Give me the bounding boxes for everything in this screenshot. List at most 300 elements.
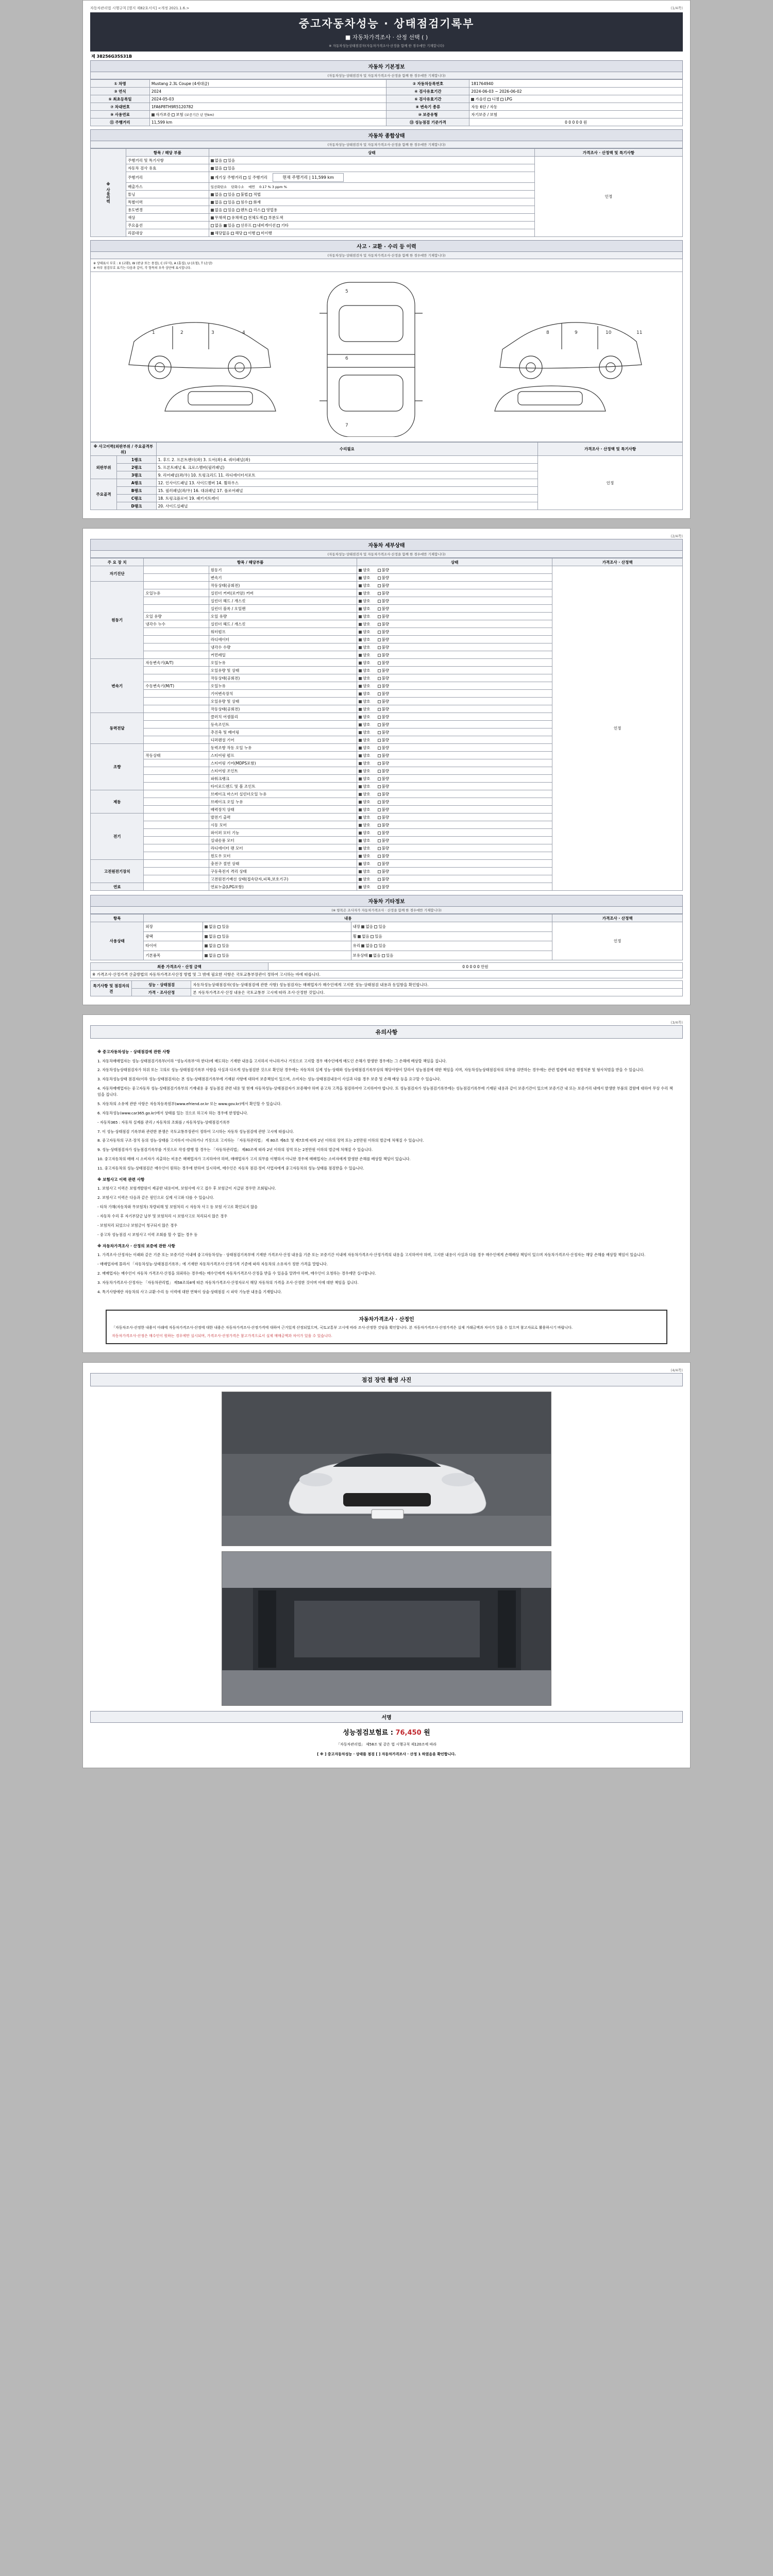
detail-opt-good-1-3[interactable]: 양호 — [359, 606, 371, 611]
basic-value-7: 1FA6P8TH9R5120782 — [149, 103, 386, 111]
overall-col-price: 가격조사 · 산정액 및 특기사항 — [534, 149, 682, 157]
tuning-opt-0[interactable]: 없음 — [211, 192, 223, 197]
detail-opt-good-2-2[interactable]: 양호 — [359, 676, 371, 681]
special-sub-0[interactable]: 침수 — [237, 200, 248, 205]
detail-opt-good-2-1[interactable]: 양호 — [359, 668, 371, 673]
table-header-row — [91, 914, 683, 922]
detail-item-2-1: 오일유량 및 상태 — [209, 667, 357, 674]
detail-state-1-0 — [357, 582, 552, 589]
warranty-option-1[interactable]: 보험 — [172, 112, 183, 117]
table-row — [91, 157, 683, 164]
etc-opt-2-0[interactable]: 없음 — [205, 943, 216, 948]
notice-item: 9. 성능·상태점검자가 성능점검기록부를 거짓으로 작성·발행 할 경우는 「자동차관리법」 제80조에 따라 2년 이하의 징역 또는 2천만원 이하의 벌금에 처해질 수 있습니다. — [97, 1147, 373, 1153]
detail-opt-bad-7-2[interactable]: 불량 — [378, 877, 390, 882]
etc-opt-3-0[interactable]: 없음 — [205, 953, 216, 958]
overall-opt-1-1[interactable]: 있음 — [224, 166, 236, 171]
detail-opt-good-2-6[interactable]: 양호 — [359, 707, 371, 711]
form-legal-note: 자동차관리법 시행규칙 [별지 제82호서식] <개정 2021.1.6.> — [90, 6, 190, 10]
detail-opt-good-4-3[interactable]: 양호 — [359, 769, 371, 773]
overall-row-state-5 — [209, 198, 534, 206]
detail-opt-good-5-2[interactable]: 양호 — [359, 807, 371, 812]
rank-text-2: 9. 리어패널(좌/우) 10. 트렁크리드 11. 라디에이터서포트 — [156, 471, 537, 479]
detail-group-6: 전기 — [91, 814, 144, 860]
rank-text-3: 12. 인사이드패널 13. 사이드멤버 14. 휠하우스 — [156, 479, 537, 487]
basic-value-4: 2024-06-03 ~ 2026-06-02 — [469, 88, 683, 95]
detail-opt-bad-2-2[interactable]: 불량 — [378, 676, 390, 681]
basic-value-10: 자기보증 / 보험 — [469, 111, 683, 118]
etc-opt-1-0[interactable]: 없음 — [205, 934, 216, 939]
usechange-sub-1[interactable]: 리스 — [249, 208, 261, 212]
svg-text:8: 8 — [546, 330, 549, 335]
overall-state-subtitle: (자동차성능·상태점검자 및 자동차가격조사·산정을 함께 한 경우에만 기재합니다) — [90, 141, 683, 148]
detail-opt-bad-6-0[interactable]: 불량 — [378, 815, 390, 820]
document-number-value: 38256G35S31B — [96, 54, 132, 59]
etc-opt2-0-0[interactable]: 없음 — [361, 924, 373, 929]
detail-opt-bad-2-5[interactable]: 불량 — [378, 699, 390, 704]
detail-state-6-4 — [357, 844, 552, 852]
detail-opt-bad-4-1[interactable]: 불량 — [378, 753, 390, 758]
detail-opt-good-1-8[interactable]: 양호 — [359, 645, 371, 650]
detail-opt-good-3-2[interactable]: 양호 — [359, 730, 371, 735]
detail-opt-good-6-1[interactable]: 양호 — [359, 823, 371, 827]
notice-item: 2. 자동차성능상태점검자가 허위 또는 고의로 성능·상태점검기록부 사항을 사실과 다르게 성능점검한 것으로 확인된 경우에는 자동차의 실제 성능·상태와 성능상태점검기록부상의 해당사항이 달라서 성능점검에 대한 책임을 지며, 자동차성능상태점검자의 의무를 위반하는 경우에는 관련 법령에 따른 행정처분 및 형사처벌을 받을 수 있습니다. — [97, 1067, 645, 1073]
etc-state2-3 — [351, 951, 552, 960]
signer-table — [90, 980, 683, 996]
etc-price-cell — [552, 922, 683, 960]
detail-opt-good-4-2[interactable]: 양호 — [359, 761, 371, 766]
usechange-sub-2[interactable]: 영업용 — [262, 208, 277, 212]
detail-opt-good-4-0[interactable]: 양호 — [359, 745, 371, 750]
overall-opt-2-0[interactable]: 계기상 주행거리 — [211, 175, 242, 180]
detail-group-1: 원동기 — [91, 582, 144, 659]
detail-opt-good-7-1[interactable]: 양호 — [359, 869, 371, 874]
detail-opt-good-1-0[interactable]: 양호 — [359, 583, 371, 588]
detail-item-6-4: 라디에이터 팬 모터 — [209, 844, 357, 852]
warranty-option-0[interactable]: 자가보증 — [152, 112, 171, 117]
detail-opt-good-0-1[interactable]: 양호 — [359, 575, 371, 580]
etc-subtitle: (※ 항목은 조사자가 자동차가격조사 · 산정을 함께 한 경우에만 기재합니다) — [90, 907, 683, 914]
detail-opt-good-8-0[interactable]: 양호 — [359, 885, 371, 889]
detail-sub-6-5 — [144, 852, 209, 860]
rank-text-4: 15. 필러패널(좌/우) 16. 대쉬패널 17. 플로어패널 — [156, 487, 537, 495]
etc-opt-0-0[interactable]: 없음 — [205, 924, 216, 929]
detail-opt-good-4-1[interactable]: 양호 — [359, 753, 371, 758]
table-header-row — [91, 149, 683, 157]
detail-item-5-1: 브레이크 오일 누유 — [209, 798, 357, 806]
etc-group-label: 사용상태 — [91, 922, 144, 960]
svg-text:3: 3 — [211, 330, 214, 335]
detail-state-1-6 — [357, 628, 552, 636]
detail-opt-good-5-1[interactable]: 양호 — [359, 800, 371, 804]
detail-item-3-3: 디퍼렌셜 기어 — [209, 736, 357, 744]
detail-item-1-5: 실린더 헤드 / 개스킷 — [209, 620, 357, 628]
option-opt-0[interactable]: 없음 — [211, 223, 223, 228]
option-sub-2[interactable]: 기타 — [277, 223, 289, 228]
detail-state-2-2 — [357, 674, 552, 682]
detail-opt-bad-4-4[interactable]: 불량 — [378, 776, 390, 781]
tuning-sub-0[interactable]: 불법 — [237, 192, 248, 197]
detail-state-1-1 — [357, 589, 552, 597]
page-2 — [82, 528, 691, 1005]
accident-price-cell — [538, 456, 683, 510]
detail-opt-bad-1-4[interactable]: 불량 — [378, 614, 390, 619]
detail-item-8-0: 연료누출(LPG포함) — [209, 883, 357, 891]
detail-item-1-3: 실린더 블록 / 오일팬 — [209, 605, 357, 613]
detail-state-5-0 — [357, 790, 552, 798]
etc-name2-1: 휠 — [352, 934, 357, 939]
detail-opt-good-2-5[interactable]: 양호 — [359, 699, 371, 704]
detail-opt-good-7-2[interactable]: 양호 — [359, 877, 371, 882]
recall-sub-0[interactable]: 이행 — [244, 231, 256, 235]
detail-opt-good-2-0[interactable]: 양호 — [359, 660, 371, 665]
etc-head-1: 내용 — [144, 914, 552, 922]
detail-state-1-4 — [357, 613, 552, 620]
etc-state-2 — [203, 941, 351, 951]
overall-opt-1-0[interactable]: 없음 — [211, 166, 223, 171]
rank-label-3: A랭크 — [117, 479, 157, 487]
detail-opt-bad-2-0[interactable]: 불량 — [378, 660, 390, 665]
detail-item-2-5: 오일유량 및 상태 — [209, 698, 357, 705]
color-opt-0[interactable]: 무채색 — [211, 215, 226, 220]
detail-opt-bad-1-3[interactable]: 불량 — [378, 606, 390, 611]
option-opt-1[interactable]: 있음 — [224, 223, 236, 228]
detail-sub-1-0 — [144, 582, 209, 589]
detail-sub-0-0 — [144, 566, 209, 574]
mileage-value: 현재 주행거리 | 11,599 km — [273, 173, 344, 182]
detail-sub-6-4 — [144, 844, 209, 852]
detail-opt-good-1-6[interactable]: 양호 — [359, 630, 371, 634]
notice-item: - 자동차 수리 후 자기부담금 납부 및 보험처리 시 보험사고로 처리되지 않은 경우 — [97, 1214, 228, 1219]
recall-opt-1[interactable]: 해당 — [231, 231, 243, 235]
svg-text:9: 9 — [575, 330, 578, 335]
detail-state-6-3 — [357, 837, 552, 844]
detail-item-3-1: 등속조인트 — [209, 721, 357, 728]
overall-row-name-5: 특별이력 — [126, 198, 209, 206]
detail-opt-bad-8-0[interactable]: 불량 — [378, 885, 390, 889]
detail-sub-3-0 — [144, 713, 209, 721]
etc-opt2-3-1[interactable]: 있음 — [382, 953, 394, 958]
detail-price-cell: 인정 — [552, 566, 683, 891]
detail-opt-good-3-0[interactable]: 양호 — [359, 715, 371, 719]
option-sub-1[interactable]: 내비게이션 — [253, 223, 276, 228]
front-view-photo — [222, 1392, 551, 1546]
detail-item-2-4: 기어변속장치 — [209, 690, 357, 698]
option-sub-0[interactable]: 선루프 — [237, 223, 252, 228]
emission-co-label: 일산화탄소 — [210, 184, 227, 189]
etc-opt2-3-0[interactable]: 없음 — [369, 953, 381, 958]
detail-item-3-2: 추진축 및 베어링 — [209, 728, 357, 736]
detail-opt-good-3-3[interactable]: 양호 — [359, 738, 371, 742]
svg-text:1: 1 — [152, 330, 155, 335]
signer-val-0: 자동차성능상태점검자(성능·상태점검에 관한 사항) 성능점검자는 매매업자가 매수인에게 고지한 성능·상태점검 내용과 동일함을 확인합니다. — [191, 981, 683, 989]
basic-value-5: 2024-05-03 — [149, 95, 386, 103]
notice-item: 1. 보험사고 이력은 보험개발원이 제공한 내용이며, 보험사에 사고 접수 후 보험금이 지급된 경우만 조회됩니다. — [97, 1186, 276, 1191]
insurance-price-value: 76,450 — [395, 1728, 422, 1737]
detail-opt-good-6-3[interactable]: 양호 — [359, 838, 371, 843]
detail-opt-good-1-9[interactable]: 양호 — [359, 653, 371, 657]
detail-opt-bad-6-1[interactable]: 불량 — [378, 823, 390, 827]
basic-label-4: ④ 검사유효기간 — [386, 88, 469, 95]
overall-row-state-9 — [209, 229, 534, 237]
etc-state-0 — [203, 922, 351, 932]
final-price-value: 0 0 0 0 0 만원 — [268, 963, 682, 971]
color-sub-1[interactable]: 부분도색 — [264, 215, 283, 220]
detail-opt-good-7-0[interactable]: 양호 — [359, 861, 371, 866]
detail-state-1-7 — [357, 636, 552, 643]
detail-opt-bad-3-0[interactable]: 불량 — [378, 715, 390, 719]
detail-state-4-3 — [357, 767, 552, 775]
insurance-price-label: 성능점검보험료 : — [343, 1728, 393, 1737]
tuning-opt-1[interactable]: 있음 — [224, 192, 236, 197]
signer-val-1: 본 자동차가격조사·산정 내용은 국토교통부 고시에 따라 조사·산정한 것입니다. — [191, 989, 683, 996]
detail-item-4-3: 스티어링 조인트 — [209, 767, 357, 775]
rank-label-0: 1랭크 — [117, 456, 157, 464]
detail-state-6-0 — [357, 814, 552, 821]
svg-text:11: 11 — [636, 330, 643, 335]
special-opt-1[interactable]: 있음 — [224, 200, 236, 205]
detail-item-5-2: 배력장치 상태 — [209, 806, 357, 814]
usechange-opt-1[interactable]: 있음 — [224, 208, 236, 212]
detail-sub-8-0 — [144, 883, 209, 891]
detail-opt-bad-6-4[interactable]: 불량 — [378, 846, 390, 851]
notice-item: - 매매업자에 몰라서 「자동차성능·상태점검기록부」에 기재한 자동차가격조사·산정가격 기준에 따라 자동차의 소유자가 정한 가격을 말합니다. — [97, 1262, 328, 1267]
detail-opt-good-4-4[interactable]: 양호 — [359, 776, 371, 781]
detail-sub-3-1 — [144, 721, 209, 728]
detail-opt-good-1-5[interactable]: 양호 — [359, 622, 371, 626]
detail-sub-1-1: 오일누유 — [144, 589, 209, 597]
detail-opt-bad-6-5[interactable]: 불량 — [378, 854, 390, 858]
detail-opt-good-1-2[interactable]: 양호 — [359, 599, 371, 603]
detail-opt-bad-4-2[interactable]: 불량 — [378, 761, 390, 766]
declaration-title: 자동차가격조사 · 산정인 — [359, 1316, 414, 1323]
detail-sub-1-9 — [144, 651, 209, 659]
detail-sub-1-6 — [144, 628, 209, 636]
page-3 — [82, 1014, 691, 1353]
detail-sub-6-2 — [144, 829, 209, 837]
detail-opt-bad-1-2[interactable]: 불량 — [378, 599, 390, 603]
detail-state-3-1 — [357, 721, 552, 728]
detail-opt-bad-1-6[interactable]: 불량 — [378, 630, 390, 634]
recall-opt-0[interactable]: 해당없음 — [211, 231, 230, 235]
basic-label-6: ⑥ 검사유효기간 — [386, 95, 469, 103]
accident-price-header: 가격조사 · 산정액 및 특기사항 — [538, 443, 683, 456]
notice-item: 5. 자동차의 소유에 관한 사항은 자동차등록원부(www.efriend.or.kr 또는 www.gov.kr)에서 확인할 수 있습니다. — [97, 1101, 282, 1106]
detail-sub-1-5: 냉각수 누수 — [144, 620, 209, 628]
detail-opt-good-2-3[interactable]: 양호 — [359, 684, 371, 688]
overall-state-table — [90, 148, 683, 237]
detail-item-4-1: 스티어링 펌프 — [209, 752, 357, 759]
fuel-option-0[interactable]: 가솔린 — [471, 97, 486, 101]
etc-opt-1-1[interactable]: 있음 — [217, 934, 229, 939]
detail-group-8: 연료 — [91, 883, 144, 891]
notice-list-2 — [97, 1185, 676, 1238]
overall-row-state-1 — [209, 164, 534, 172]
overall-row-state-3 — [209, 183, 534, 191]
detail-opt-bad-1-1[interactable]: 불량 — [378, 591, 390, 596]
detail-opt-good-1-1[interactable]: 양호 — [359, 591, 371, 596]
rank-label-5: C랭크 — [117, 495, 157, 502]
etc-state-3 — [203, 951, 351, 960]
fuel-option-2[interactable]: LPG — [500, 97, 512, 101]
detail-item-4-2: 스티어링 기어(MDPS포함) — [209, 759, 357, 767]
detail-opt-bad-1-5[interactable]: 불량 — [378, 622, 390, 626]
detail-opt-good-6-4[interactable]: 양호 — [359, 846, 371, 851]
detail-opt-bad-6-3[interactable]: 불량 — [378, 838, 390, 843]
rank-text-5: 18. 트렁크플로어 19. 패키지트레이 — [156, 495, 537, 502]
detail-opt-good-2-4[interactable]: 양호 — [359, 691, 371, 696]
recall-sub-1[interactable]: 미이행 — [257, 231, 272, 235]
detail-sub-6-1 — [144, 821, 209, 829]
color-sub-0[interactable]: 전체도색 — [244, 215, 263, 220]
rank-label-1: 2랭크 — [117, 464, 157, 471]
page-4 — [82, 1362, 691, 1768]
detail-opt-bad-0-0[interactable]: 불량 — [378, 568, 390, 572]
special-opt-0[interactable]: 없음 — [211, 200, 223, 205]
page-number-1: (1/4쪽) — [670, 6, 683, 10]
accident-sign: 인정 — [606, 480, 614, 485]
detail-state-6-1 — [357, 821, 552, 829]
overall-opt-0-0[interactable]: 없음 — [211, 158, 223, 163]
etc-opt2-1-1[interactable]: 있음 — [371, 934, 382, 939]
detail-item-4-4: 파워크랭크 — [209, 775, 357, 783]
detail-opt-good-3-1[interactable]: 양호 — [359, 722, 371, 727]
etc-opt2-2-1[interactable]: 있음 — [374, 943, 386, 948]
detail-opt-good-6-0[interactable]: 양호 — [359, 815, 371, 820]
detail-opt-bad-4-0[interactable]: 불량 — [378, 745, 390, 750]
detail-sub-2-1 — [144, 667, 209, 674]
usechange-sub-0[interactable]: 렌트 — [237, 208, 248, 212]
detail-opt-bad-1-9[interactable]: 불량 — [378, 653, 390, 657]
notice-item: 3. 자동차성능상태 점검자(이하 성능·상태점검자)는 본 성능·상태점검기록부에 기재된 사항에 대하여 보증책임이 있으며, 소비자는 성능·상태점검내용이 사실과 다를 경우 보증 및 손해 배상 등을 요구할 수 있습니다. — [97, 1077, 441, 1082]
overall-opt-0-1[interactable]: 있음 — [224, 158, 236, 163]
color-opt-1[interactable]: 유채색 — [227, 215, 243, 220]
detail-opt-bad-2-6[interactable]: 불량 — [378, 707, 390, 711]
detail-sub-4-1: 작동상태 — [144, 752, 209, 759]
tuning-sub-1[interactable]: 적법 — [249, 192, 261, 197]
detail-opt-bad-3-2[interactable]: 불량 — [378, 730, 390, 735]
detail-item-1-8: 냉각수 수량 — [209, 643, 357, 651]
basic-value-11: 11,599 km — [149, 118, 386, 126]
detail-opt-good-0-0[interactable]: 양호 — [359, 568, 371, 572]
detail-opt-bad-3-1[interactable]: 불량 — [378, 722, 390, 727]
detail-opt-bad-3-3[interactable]: 불량 — [378, 738, 390, 742]
special-sub-1[interactable]: 화재 — [249, 200, 261, 205]
rank-text-0: 1. 후드 2. 프론트펜더(좌) 3. 도어(좌) 4. 쿼터패널(좌) — [156, 456, 537, 464]
detail-item-1-6: 워터펌프 — [209, 628, 357, 636]
etc-name-1: 광택 — [144, 931, 203, 941]
detail-item-6-5: 윈도우 모터 — [209, 852, 357, 860]
detail-opt-bad-0-1[interactable]: 불량 — [378, 575, 390, 580]
table-row — [91, 111, 683, 118]
detail-state-5-1 — [357, 798, 552, 806]
detail-opt-good-1-7[interactable]: 양호 — [359, 637, 371, 642]
notice-item: 3. 자동차가격조사·산정자는 「자동차관리법」 제58조의4에 따른 자동차가격조사·산정자로서 해당 자동차의 가격을 조사·산정한 것이며 이에 대한 책임을 집니다. — [97, 1280, 359, 1285]
detail-sub-7-0 — [144, 860, 209, 868]
basic-label-7: ⑦ 차대번호 — [91, 103, 150, 111]
detail-opt-bad-5-0[interactable]: 불량 — [378, 792, 390, 796]
detail-opt-bad-1-7[interactable]: 불량 — [378, 637, 390, 642]
notice-item: 6. 자동차성능(www.car365.go.kr)에서 상태를 있는 것으로 하고자 하는 경우에 한정합니다. — [97, 1110, 248, 1115]
detail-opt-bad-5-1[interactable]: 불량 — [378, 800, 390, 804]
detail-item-0-0: 원동기 — [209, 566, 357, 574]
notice-item: - 자동차365 : 자동차 실제를 관리 / 자동차의 조회를 / 자동차성능·상태점검기록부 — [97, 1120, 230, 1125]
detail-sub-4-5 — [144, 783, 209, 790]
detail-opt-bad-7-0[interactable]: 불량 — [378, 861, 390, 866]
table-row — [91, 95, 683, 103]
etc-opt2-1-0[interactable]: 없음 — [358, 934, 369, 939]
detail-state-2-3 — [357, 682, 552, 690]
overall-row-state-7 — [209, 214, 534, 222]
detail-group-7: 고전원전기장치 — [91, 860, 144, 883]
detail-opt-bad-4-3[interactable]: 불량 — [378, 769, 390, 773]
etc-opt2-2-0[interactable]: 없음 — [361, 943, 373, 948]
etc-name-3: 기본품목 — [144, 951, 203, 960]
etc-name-0: 외장 — [144, 922, 203, 932]
page-number-4: (4/4쪽) — [670, 1368, 683, 1372]
detail-state-5-2 — [357, 806, 552, 814]
detail-opt-bad-1-8[interactable]: 불량 — [378, 645, 390, 650]
detail-opt-good-4-5[interactable]: 양호 — [359, 784, 371, 789]
etc-title: 자동차 기타정보 — [90, 895, 683, 907]
basic-value-9 — [149, 111, 386, 118]
detail-item-2-6: 작동상태(공회전) — [209, 705, 357, 713]
detail-opt-good-6-5[interactable]: 양호 — [359, 854, 371, 858]
detail-opt-bad-1-0[interactable]: 불량 — [378, 583, 390, 588]
detail-sub-1-7 — [144, 636, 209, 643]
table-row — [91, 88, 683, 95]
detail-opt-bad-7-1[interactable]: 불량 — [378, 869, 390, 874]
detail-item-7-2: 고전원전기배선 상태(접속단자,피복,보호기구) — [209, 875, 357, 883]
detail-opt-bad-2-1[interactable]: 불량 — [378, 668, 390, 673]
etc-opt-2-1[interactable]: 있음 — [217, 943, 229, 948]
detail-item-4-5: 타이로드엔드 및 볼 조인트 — [209, 783, 357, 790]
etc-opt2-0-1[interactable]: 있음 — [374, 924, 386, 929]
footer-note-2: [ ※ ] 중고자동차성능 · 상태를 점검 [ ] 자동차가격조사 · 산정 1 하였음을 확인합니다. — [317, 1752, 456, 1757]
etc-opt-0-1[interactable]: 있음 — [217, 924, 229, 929]
detail-state-8-0 — [357, 883, 552, 891]
etc-state2-1 — [351, 931, 552, 941]
vehicle-damage-diagram[interactable] — [90, 272, 683, 442]
detail-opt-good-1-4[interactable]: 양호 — [359, 614, 371, 619]
detail-opt-bad-2-3[interactable]: 불량 — [378, 684, 390, 688]
detail-item-3-0: 클러치 어셈블리 — [209, 713, 357, 721]
document-subnote: ※ 자동차성능상태점검자(자동차가격조사·산정을 함께 한 경우에만 기재합니다) — [329, 44, 444, 48]
etc-state2-0 — [351, 922, 552, 932]
fuel-option-1[interactable]: 디젤 — [488, 97, 499, 101]
detail-opt-bad-6-2[interactable]: 불량 — [378, 831, 390, 835]
detail-sub-5-1 — [144, 798, 209, 806]
detail-opt-bad-5-2[interactable]: 불량 — [378, 807, 390, 812]
page-number-3: (3/4쪽) — [670, 1021, 683, 1025]
table-row — [91, 922, 683, 932]
detail-opt-bad-4-5[interactable]: 불량 — [378, 784, 390, 789]
notice-list-3 — [97, 1252, 676, 1295]
overall-row-name-3: 배출가스 — [126, 183, 209, 191]
detail-opt-good-5-0[interactable]: 양호 — [359, 792, 371, 796]
etc-opt-3-1[interactable]: 있음 — [217, 953, 229, 958]
notice-title: 유의사항 — [90, 1025, 683, 1039]
detail-opt-good-6-2[interactable]: 양호 — [359, 831, 371, 835]
overall-opt-2-1[interactable]: 실 주행거리 — [243, 175, 267, 180]
etc-name-2: 타이어 — [144, 941, 203, 951]
notice-item: 4. 자동차매매업자는 중고자동차 성능·상태점검기록부의 기재내용 중 성능점검 관련 내용 및 현재 자동차성능·상태점검자가 보증해야 하며 중고차 고객을 점검하여야 고지하여야 합니다. 또 성능점검자가 성능점검기록부에는 성능점검기록부에 기재된 내용과 같이 보증기간이 있으며 보증기간 내 또는 보증거리 내에서 발생한 부품의 결함에 대하여 무상 수리 책임을 집니다. — [97, 1086, 673, 1097]
usechange-opt-0[interactable]: 없음 — [211, 208, 223, 212]
notice-item: 10. 중고자동차의 매매 시 소비자가 지출하는 비용은 매매업자가 고지하여야 하며, 매매업자가 고지 의무를 이행하지 아니한 경우에 매매업자는 소비자에게 발생한 손해를 배상할 책임이 있습니다. — [97, 1157, 411, 1162]
basic-label-9: ⑨ 사용연료 — [91, 111, 150, 118]
detail-opt-bad-2-4[interactable]: 불량 — [378, 691, 390, 696]
detail-state-4-5 — [357, 783, 552, 790]
basic-value-2: 181764940 — [469, 80, 683, 88]
